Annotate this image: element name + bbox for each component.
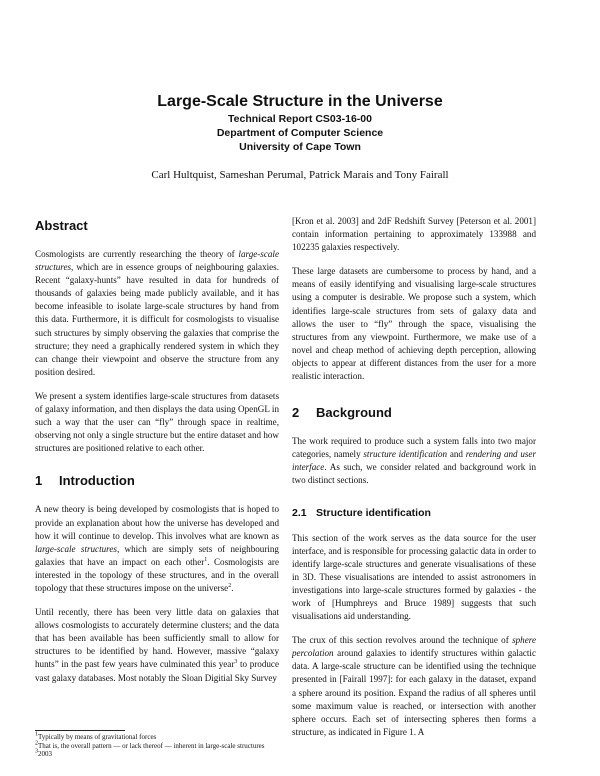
footnote-ref-1: 1 <box>204 556 208 563</box>
footnote-ref-2: 2 <box>228 582 232 589</box>
paper-title: Large-Scale Structure in the Universe <box>157 93 443 110</box>
structure-id-paragraph-1: This section of the work serves as the data source for the user interface, and is responsible for processing galactic data in order to identify large-scale structures and generate visualisations of these in 3D. These visualisations are intended to assist astronomers in investigations into large-scale structures formed by galaxies - the work of [Humphreys and Bruce 1989] suggests that such visualisations aid understanding. <box>292 532 536 622</box>
authors: Carl Hultquist, Sameshan Perumal, Patrick Marais and Tony Fairall <box>151 169 449 181</box>
university: University of Cape Town <box>239 141 361 153</box>
right-column <box>292 215 536 750</box>
continued-paragraph: [Kron et al. 2003] and 2dF Redshift Survey [Peterson et al. 2001] contain information pertaining to approximately 133988 and 102235 galaxies respectively. <box>292 216 536 253</box>
footnote-3: $^3$2003 <box>35 748 52 759</box>
abstract-heading: Abstract <box>35 218 88 233</box>
abstract-paragraph-1: Cosmologists are currently researching the theory of large-scale structures, which are in essence groups of neighbouring galaxies. Recent “galaxy-hunts” have resulted in data for hundreds of thousands of galaxies being made publicly available, and it has become infeasible to isolate large-scale structures by hand from this data. Furthermore, it is difficult for cosmologists to visualise such structures by simply observing the galaxies that comprise the structure; they need a graphically rendered system in which they can change their viewpoint and observe the structure from any position desired. <box>35 249 279 377</box>
structure-identification-heading: 2.1 Structure identification <box>292 506 431 519</box>
footnote-rule <box>35 730 125 731</box>
intro-paragraph-1: A new theory is being developed by cosmologists that is hoped to provide an explanation about how the universe has developed and how it will continue to develop. This involves what are known as large-scale structures, which are simply sets of neighbouring galaxies that have an impact on each other$^1$. Cosmologists are interested in the topology of these structures, and in the overall topology that these structures impose on the universe$^2$. <box>35 504 279 593</box>
intro-paragraph-2: Until recently, there has been very little data on galaxies that allows cosmologists to accurately determine clusters; and the data that has been available has been sufficiently small to allow for structures to be identified by hand. However, massive “galaxy hunts” in the past few years have culminated this year$^3$ to produce vast galaxy databases. Most notably the Sloan Digitial Sky Survey <box>35 607 279 683</box>
large-datasets-paragraph: These large datasets are cumbersome to process by hand, and a means of easily identifying and visualising large-scale structures using a computer is desirable. We propose such a system, which identifies large-scale structures from sets of galaxy data and allows the user to “fly” through the space, visualising the structures from any viewpoint. Furthermore, we make use of a novel and cheap method of achieving depth perception, allowing objects to appear at different distances from the user for a more realistic interaction. <box>292 266 536 382</box>
footnote-2: $^2$That is, the overall pattern — or lack thereof — inherent in large-scale structures <box>35 740 265 750</box>
department: Department of Computer Science <box>216 127 384 139</box>
background-heading: 2 Background <box>292 405 392 421</box>
introduction-heading: 1 Introduction <box>35 473 135 489</box>
footnotes <box>35 730 279 759</box>
left-column <box>35 218 279 696</box>
report-number: Technical Report CS03-16-00 <box>228 113 372 125</box>
footnote-ref-3: 3 <box>234 659 238 666</box>
abstract-paragraph-2: We present a system identifies large-scale structures from datasets of galaxy information, and then displays the data using OpenGL in such a way that the user can “fly” through space in realtime, observing not only a single structure but the entire dataset and how structures are positioned relative to each other. <box>35 390 279 454</box>
footnote-1: $^1$Typically by means of gravitational forces <box>35 731 157 741</box>
background-paragraph-1: The work required to produce such a system falls into two major categories, namely structure identification and rendering and user interface. As such, we consider related and background work in two distinct sections. <box>292 436 536 486</box>
paper-header <box>0 92 600 182</box>
structure-id-paragraph-2: The crux of this section revolves around the technique of sphere percolation around galaxies to identify structures within galactic data. A large-scale structure can be identified using the technique presented in [Fairall 1997]: for each galaxy in the dataset, expand a sphere around its position. Expand the radius of all spheres until some maximum value is reached, or intersection with another sphere occurs. Each set of intersecting spheres then forms a structure, as indicated in Figure 1. A <box>292 635 536 737</box>
